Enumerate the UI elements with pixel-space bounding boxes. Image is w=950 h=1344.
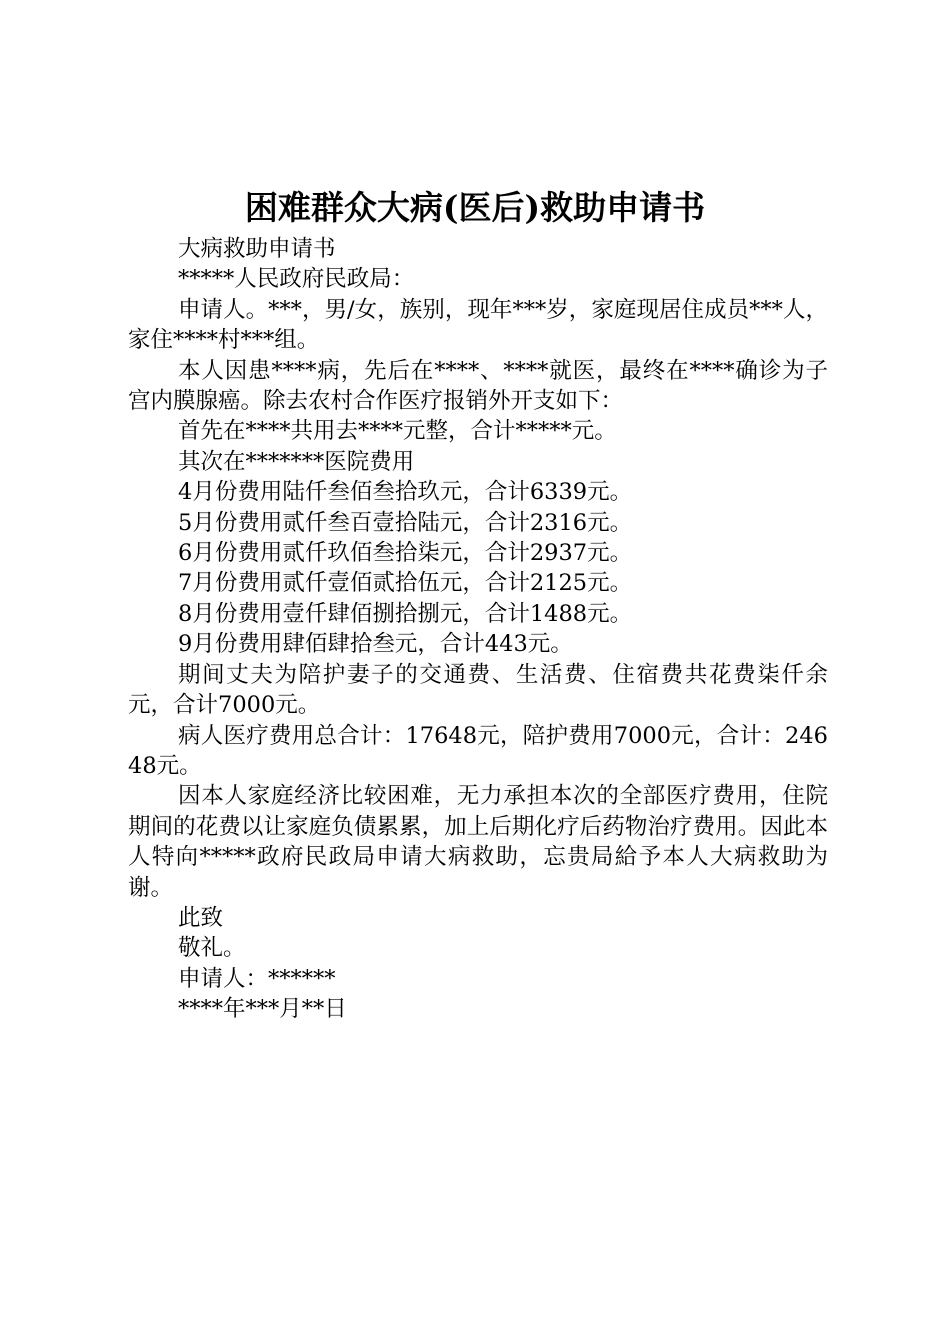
paragraph-diagnosis: 本人因患****病，先后在****、****就医，最终在****确诊为子宫内膜腺癌。除去农村合作医疗报销外开支如下： — [128, 357, 828, 415]
paragraph-first-expense: 首先在****共用去****元整，合计*****元。 — [178, 418, 617, 445]
paragraph-month-expense: 9月份费用肆佰肆拾叁元，合计443元。 — [178, 631, 573, 658]
paragraph-month-expense: 8月份费用壹仟肆佰捌拾捌元，合计1488元。 — [178, 600, 633, 627]
paragraph-month-expense: 6月份费用贰仟玖佰叁拾柒元，合计2937元。 — [178, 540, 633, 567]
paragraph-caregiver-expense: 期间丈夫为陪护妻子的交通费、生活费、住宿费共花费柒仟余元，合计7000元。 — [128, 661, 828, 719]
paragraph-addressee: *****人民政府民政局： — [178, 266, 415, 293]
paragraph-date: ****年***月**日 — [178, 996, 347, 1023]
paragraph-salutation: 敬礼。 — [178, 935, 246, 962]
document-title: 困难群众大病(医后)救助申请书 — [244, 188, 706, 227]
paragraph-closing: 此致 — [178, 904, 224, 931]
paragraph-heading: 大病救助申请书 — [178, 236, 336, 262]
document-body — [128, 234, 828, 1025]
paragraph-hospital-expense: 其次在*******医院费用 — [178, 448, 415, 475]
paragraph-signature: 申请人：****** — [178, 965, 336, 992]
paragraph-applicant-info: 申请人。***，男/女，族别，现年***岁，家庭现居住成员***人，家住****村***组。 — [128, 296, 828, 354]
paragraph-month-expense: 5月份费用贰仟叁百壹拾陆元，合计2316元。 — [178, 509, 633, 536]
paragraph-month-expense: 7月份费用贰仟壹佰贰拾伍元，合计2125元。 — [178, 570, 633, 597]
paragraph-request: 因本人家庭经济比较困难，无力承担本次的全部医疗费用，住院期间的花费以让家庭负债累累，加上后期化疗后药物治疗费用。因此本人特向*****政府民政局申请大病救助，忘贵局給予本人大病救助为谢。 — [128, 783, 828, 901]
paragraph-total-expense: 病人医疗费用总合计：17648元，陪护费用7000元，合计：24648元。 — [128, 722, 828, 779]
paragraph-month-expense: 4月份费用陆仟叁佰叁拾玖元，合计6339元。 — [178, 479, 633, 506]
